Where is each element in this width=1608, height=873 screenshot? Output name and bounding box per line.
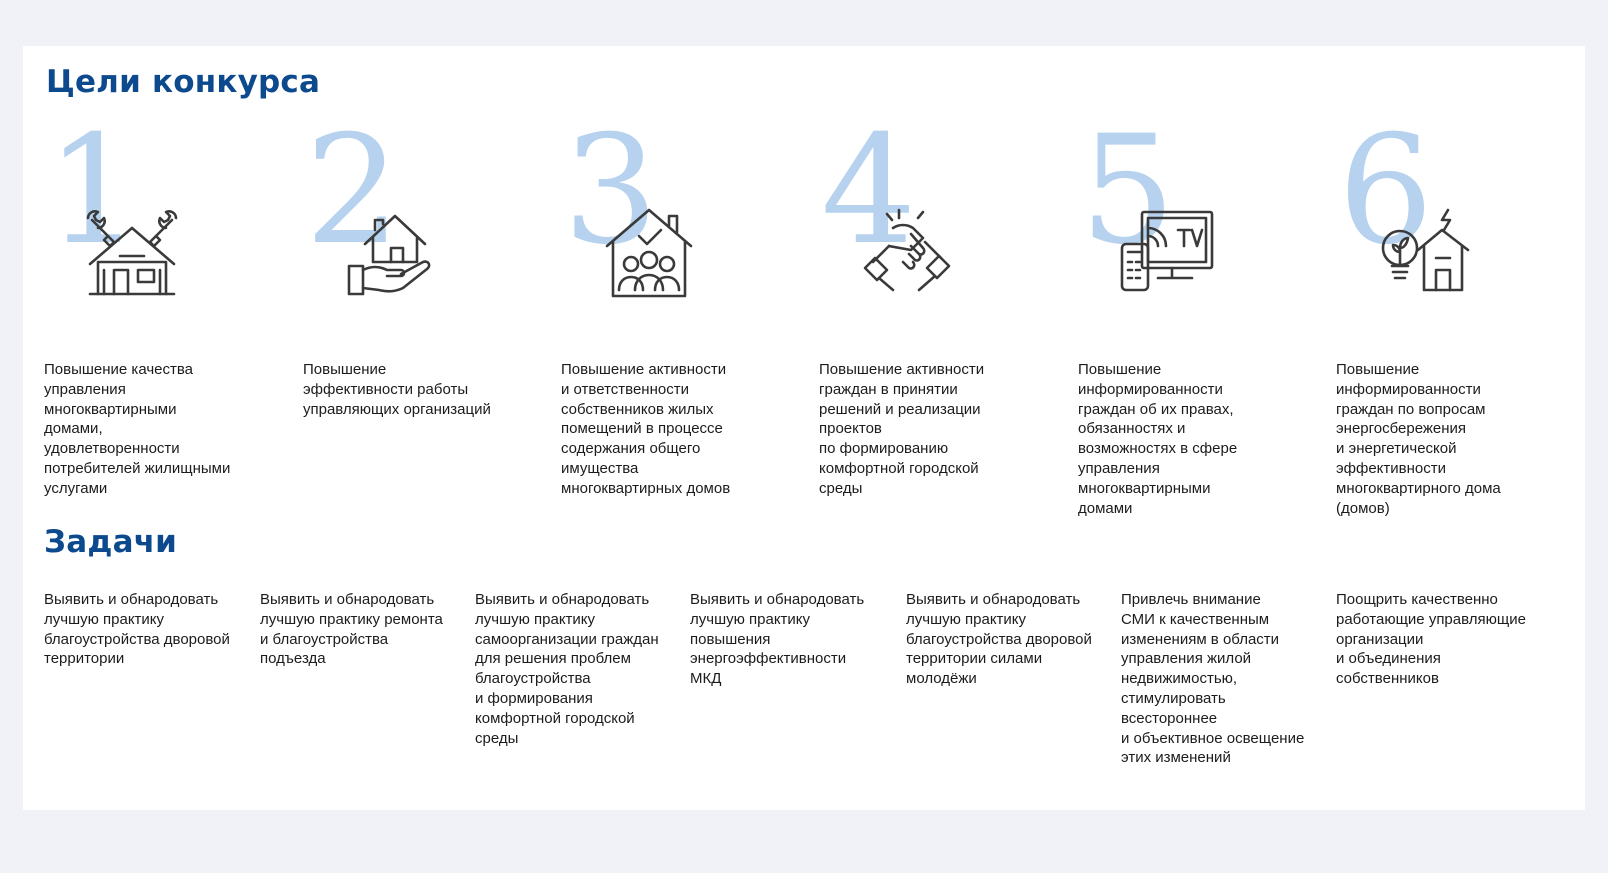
task-item: Выявить и обнародовать лучшую практику повышения энергоэффективности МКД (690, 591, 865, 688)
task-item: Выявить и обнародовать лучшую практику благоустройства дворовой территории силами молодёжи (906, 591, 1092, 688)
goal-text: Повышение активности и ответственности собственников жилых помещений в процессе содержания общего имущества многоквартирных домов (561, 361, 731, 497)
house-in-hand-icon (343, 206, 439, 302)
residents-house-icon (601, 206, 697, 302)
goal-number: 2 (305, 104, 401, 278)
tasks-heading: Задачи (44, 524, 178, 560)
task-item: Поощрить качественно работающие управляющие организации и объединения собственников (1336, 591, 1526, 688)
task-item: Выявить и обнародовать лучшую практику самоорганизации граждан для решения проблем благоустройства и формирования комфортной городской среды (475, 591, 659, 747)
energy-house-icon (1376, 206, 1472, 302)
goal-text: Повышение качества управления многоквартирными домами, удовлетворенности потребителей жилищными услугами (44, 361, 231, 497)
goal-number: 5 (1080, 104, 1176, 278)
goal-text: Повышение активности граждан в принятии решений и реализации проектов по формированию комфортной городской среды (819, 361, 985, 497)
task-item: Привлечь внимание СМИ к качественным изменениям в области управления жилой недвижимостью, стимулировать всестороннее и объективное освещение этих изменений (1121, 591, 1305, 767)
goal-number: 6 (1338, 104, 1434, 278)
goal-number: 4 (821, 104, 917, 278)
goals-heading: Цели конкурса (46, 64, 321, 100)
task-item: Выявить и обнародовать лучшую практику ремонта и благоустройства подъезда (260, 591, 443, 668)
goal-text: Повышение информированности граждан об их правах, обязанностях и возможностях в сфере управления многоквартирными домами (1078, 361, 1238, 517)
task-item: Выявить и обнародовать лучшую практику благоустройства дворовой территории (44, 591, 230, 668)
goal-text: Повышение информированности граждан по вопросам энергосбережения и энергетической эффективности многоквартирного дома (домов) (1336, 361, 1501, 517)
goal-number: 1 (46, 104, 142, 278)
handshake-icon (859, 206, 955, 302)
goal-number: 3 (563, 104, 659, 278)
goal-text: Повышение эффективности работы управляющих организаций (303, 361, 491, 418)
house-repair-icon (84, 206, 180, 302)
tv-remote-icon (1118, 206, 1214, 302)
content-card (23, 46, 1585, 810)
